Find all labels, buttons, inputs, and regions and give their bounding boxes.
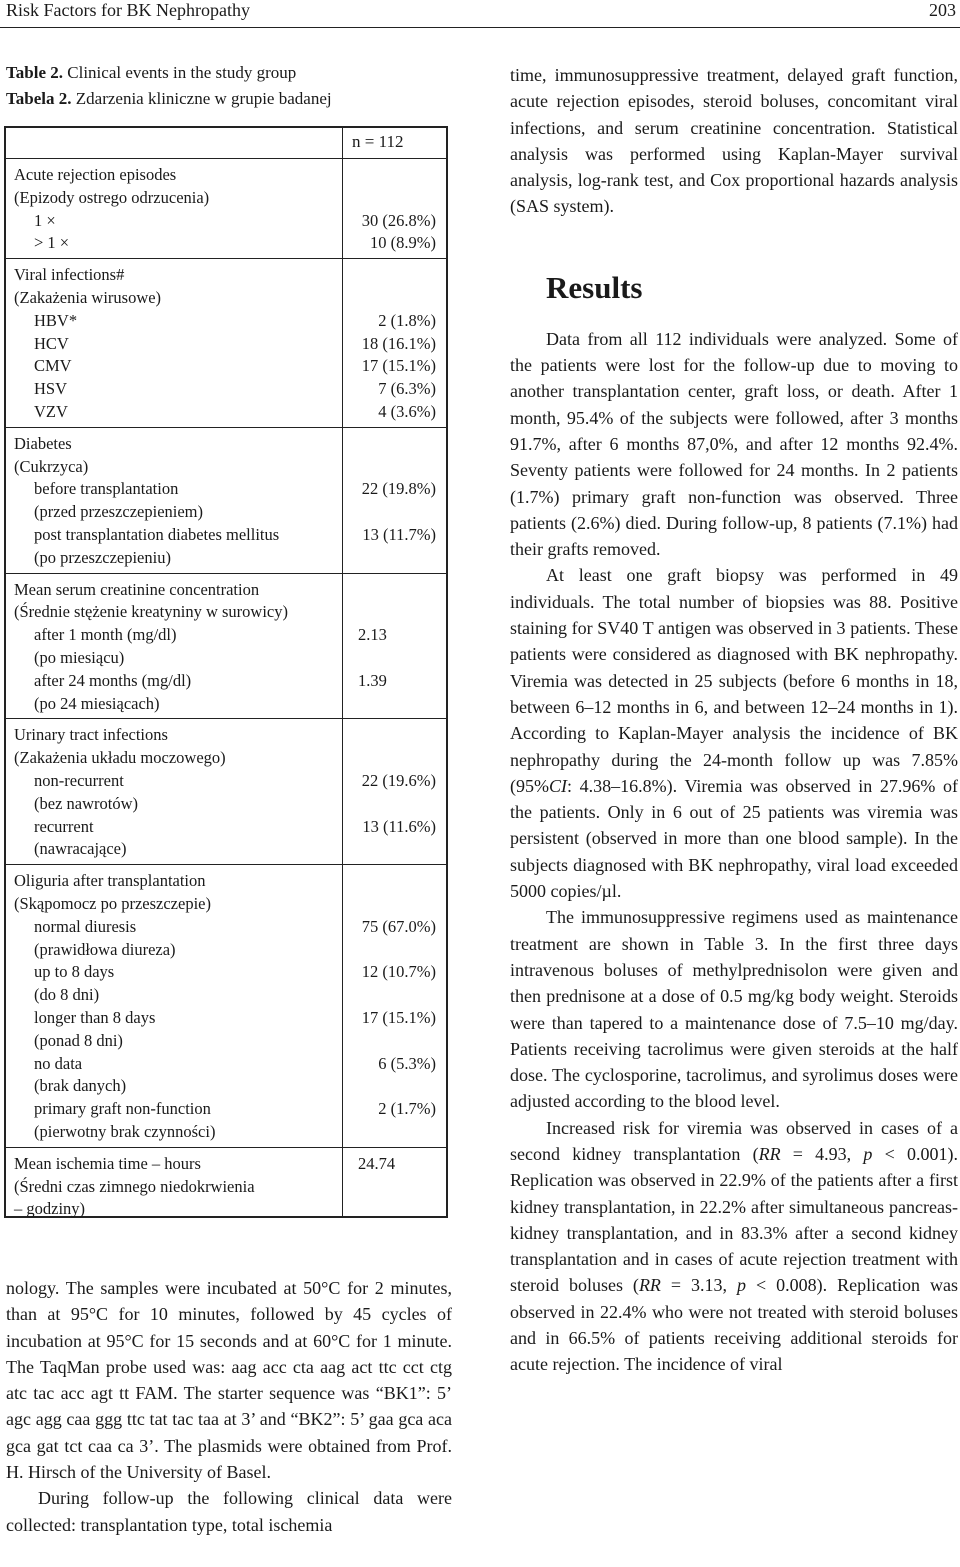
header-rule-line <box>6 158 446 159</box>
row-label: (Epizody ostrego odrzucenia) <box>14 187 210 207</box>
table-row <box>6 1074 446 1097</box>
methods-continuation: time, immunosuppressive treatment, delayed graft function, acute rejection episodes, steroid boluses, concomitant viral infections, and serum creatinine concentration. Statistical analysis was performed using Kaplan-Mayer survival analysis, log-rank test, and Cox proportional hazards analysis (SAS system). <box>510 65 958 217</box>
table-row <box>6 792 446 815</box>
row-label: longer than 8 days <box>34 1008 156 1027</box>
row-label: (Skąpomocz po przeszczepie) <box>14 894 211 913</box>
group-rule <box>6 864 446 865</box>
table-row <box>6 523 446 546</box>
table-row <box>6 623 446 646</box>
row-value: 1.39 <box>358 670 387 690</box>
table-row <box>6 983 446 1006</box>
row-value: 2 (1.8%) <box>378 310 436 330</box>
row-label: HSV <box>34 379 68 399</box>
row-label: Oliguria after transplantation <box>14 871 206 891</box>
row-label: 1 × <box>34 210 56 230</box>
table-row <box>6 646 446 669</box>
table-row <box>6 869 446 892</box>
row-label: (Średnie stężenie kreatyniny w surowicy) <box>14 602 288 622</box>
row-label: (po przeszczepieniu) <box>34 547 171 567</box>
row-label: Diabetes <box>14 433 72 453</box>
table-row <box>6 723 446 746</box>
row-label: (brak danych) <box>34 1076 127 1096</box>
table-row <box>6 1029 446 1052</box>
group-rule <box>6 573 446 574</box>
row-label: normal diuresis <box>34 916 137 936</box>
table-row <box>6 231 446 254</box>
table-row <box>6 309 446 332</box>
row-label: (do 8 dni) <box>34 985 100 1005</box>
row-label: (Zakażenia wirusowe) <box>14 288 162 307</box>
table-row <box>6 1052 446 1075</box>
table-row <box>6 455 446 478</box>
row-value: 13 (11.6%) <box>362 816 436 836</box>
row-label: Mean ischemia time – hours <box>14 1153 201 1173</box>
table-row <box>6 1175 446 1198</box>
table-row <box>6 332 446 355</box>
row-label: (pierwotny brak czynności) <box>34 1122 216 1141</box>
table-row <box>6 163 446 186</box>
table-row <box>6 938 446 961</box>
table-row <box>6 769 446 792</box>
table-row <box>6 600 446 623</box>
caption-pl-label: Tabela 2. <box>6 89 72 108</box>
right-column <box>510 62 958 1378</box>
row-label: – godziny) <box>14 1199 86 1219</box>
row-label: VZV <box>34 402 68 421</box>
table-row <box>6 1097 446 1120</box>
row-label: after 1 month (mg/dl) <box>34 625 177 645</box>
group-rule <box>6 427 446 428</box>
group-rule <box>6 718 446 719</box>
caption-pl-text: Zdarzenia kliniczne w grupie badanej <box>75 89 332 108</box>
row-label: (po miesiącu) <box>34 648 125 667</box>
row-label: (po 24 miesiącach) <box>34 693 160 713</box>
table-row <box>6 432 446 455</box>
table-row <box>6 1006 446 1029</box>
row-label: Urinary tract infections <box>14 725 168 745</box>
row-label: (ponad 8 dni) <box>34 1030 123 1050</box>
table-row <box>6 837 446 860</box>
row-label: (bez nawrotów) <box>34 793 138 813</box>
row-label: primary graft non-function <box>34 1099 211 1119</box>
row-value: 13 (11.7%) <box>362 525 436 544</box>
clinical-events-table <box>4 126 448 1218</box>
row-label: > 1 × <box>34 233 70 253</box>
table-row <box>6 692 446 715</box>
table-row <box>6 815 446 838</box>
group-rule <box>6 258 446 259</box>
row-value: 24.74 <box>358 1153 396 1173</box>
table-row <box>6 915 446 938</box>
row-value: 7 (6.3%) <box>378 379 436 399</box>
table-row <box>6 892 446 915</box>
table-row <box>6 1120 446 1143</box>
row-value: 10 (8.9%) <box>370 233 436 253</box>
methods-text <box>6 1275 452 1538</box>
table-row <box>6 477 446 500</box>
row-label: up to 8 days <box>34 962 115 982</box>
row-label: no data <box>34 1053 83 1073</box>
row-value: 22 (19.6%) <box>361 771 436 790</box>
caption-pl <box>6 86 456 112</box>
row-label: (Średni czas zimnego niedokrwienia <box>14 1176 255 1196</box>
row-label: CMV <box>34 356 72 376</box>
results-paragraph-2: At least one graft biopsy was performed in 49 individuals. The total number of biopsies was 88. Positive staining for SV40 T antigen was observed in 3 patients. These patients were considered as diagnosed with BK nephropathy. Viremia was detected in 25 subjects (before 6 months in 18, between 6–12 months in 6, and between 12–24 months in 1). According to Kaplan-Mayer analysis the incidence of BK nephropathy during the 24-month follow up was 7.85% (95%CI: 4.38–16.8%). Viremia was observed in 27.96% of the patients. Only in 6 out of 25 patients was viremia was persistent (observed in more than one blood sample). In the subjects diagnosed with BK nephropathy, viral load exceeded 5000 copies/µl. <box>510 565 958 902</box>
caption-en-label: Table 2. <box>6 63 64 82</box>
table-row <box>6 669 446 692</box>
table-row <box>6 286 446 309</box>
row-label: non-recurrent <box>34 771 124 790</box>
table-row <box>6 400 446 423</box>
results-paragraph-4: Increased risk for viremia was observed in cases of a second kidney transplantation (RR = 4.93, p < 0.001). Replication was observed in 22.9% of the patients after a first kidney transplantation, in 22.2% after simultaneous pancreas-kidney transplantation, and in 83.3% after a second kidney transplantation and in cases of acute rejection treatment with steroid boluses (RR = 3.13, p < 0.008). Replication was observed in 22.4% who were not treated with steroid boluses and in 66.5% of patients receiving additional steroids for acute rejection. The incidence of viral <box>510 1117 959 1375</box>
row-value: 75 (67.0%) <box>361 916 436 936</box>
row-label: HBV* <box>34 310 78 330</box>
row-label: (prawidłowa diureza) <box>34 939 176 959</box>
results-paragraph-1: Data from all 112 individuals were analyzed. Some of the patients were lost for the follow-up due to moving to another transplantation center, graft loss, or death. After 1 month, 95.4% of the subjects were followed, after 3 months 91.7%, after 6 months 87,0%, and after 12 months 92.4%. Seventy patients were followed for 24 months. In 2 patients (1.7%) primary graft non-function was observed. Three patients (2.6%) died. During follow-up, 8 patients (7.1%) had their grafts removed. <box>510 328 958 560</box>
table-row <box>6 209 446 232</box>
row-value: 18 (16.1%) <box>361 333 436 353</box>
row-label: (Zakażenia układu moczowego) <box>14 748 226 768</box>
row-label: (nawracające) <box>34 839 127 859</box>
running-title: Risk Factors for BK Nephropathy <box>6 0 250 20</box>
row-value: 30 (26.8%) <box>361 210 436 230</box>
table-row <box>6 377 446 400</box>
caption-en-text: Clinical events in the study group <box>67 63 297 82</box>
table-captions <box>6 60 456 112</box>
row-label: (przed przeszczepieniem) <box>34 502 204 522</box>
table-row <box>6 186 446 209</box>
row-label: Acute rejection episodes <box>14 165 177 184</box>
row-value: 12 (10.7%) <box>361 962 436 982</box>
caption-en <box>6 60 456 86</box>
table-row <box>6 1152 446 1175</box>
row-label: (Cukrzyca) <box>14 456 89 476</box>
table-row <box>6 354 446 377</box>
row-value: 2 (1.7%) <box>378 1099 436 1119</box>
row-value: 17 (15.1%) <box>361 1008 436 1027</box>
table-row <box>6 546 446 569</box>
header-rule <box>0 27 960 28</box>
row-value: 17 (15.1%) <box>361 356 436 376</box>
running-header <box>0 0 960 24</box>
table-row <box>6 500 446 523</box>
table-row <box>6 746 446 769</box>
methods-paragraph-2: During follow-up the following clinical data were collected: transplantation type, total ischemia <box>6 1488 452 1535</box>
results-paragraph-3: The immunosuppressive regimens used as maintenance treatment are shown in Table 3. In the first three days intravenous boluses of methylprednisolon were given and then prednisone at a dose of 0.5 mg/kg body weight. Steroids were than tapered to a maintenance dose of 7.5–10 mg/day. Patients receiving tacrolimus were given steroids at the half dose. The cyclosporine, tacrolimus, and syrolimus doses were adjusted according to the blood level. <box>510 907 958 1112</box>
row-value: 2.13 <box>358 625 387 645</box>
row-label: Viral infections# <box>14 265 125 285</box>
row-label: Mean serum creatinine concentration <box>14 579 260 599</box>
table-row <box>6 1197 446 1220</box>
row-label: post transplantation diabetes mellitus <box>34 525 280 544</box>
row-label: after 24 months (mg/dl) <box>34 670 192 690</box>
methods-paragraph-1: nology. The samples were incubated at 50°C for 2 minutes, than at 95°C for 10 minutes, followed by 45 cycles of incubation at 95°C for 15 seconds and at 60°C for 1 minute. The TaqMan probe used was: aag acc cta aag act ttc cct ctg atc tac acc agt tt FAM. The starter sequence was “BK1”: 5’ agc agg caa ggg ttc tat tac taa at 3’ and “BK2”: 5’ gaa gca aca gca gat tct caa ca 3’. The plasmids were obtained from Prof. H. Hirsch of the University of Basel. <box>6 1278 452 1483</box>
table-row <box>6 960 446 983</box>
row-value: 22 (19.8%) <box>361 479 436 499</box>
results-heading: Results <box>546 269 643 305</box>
row-label: recurrent <box>34 816 94 836</box>
table-row <box>6 263 446 286</box>
n-header: n = 112 <box>352 132 404 151</box>
row-label: before transplantation <box>34 479 179 499</box>
group-rule <box>6 1147 446 1148</box>
row-value: 6 (5.3%) <box>378 1053 436 1073</box>
row-label: HCV <box>34 333 69 353</box>
row-value: 4 (3.6%) <box>378 402 436 421</box>
table-row <box>6 578 446 601</box>
page-number: 203 <box>929 0 956 20</box>
